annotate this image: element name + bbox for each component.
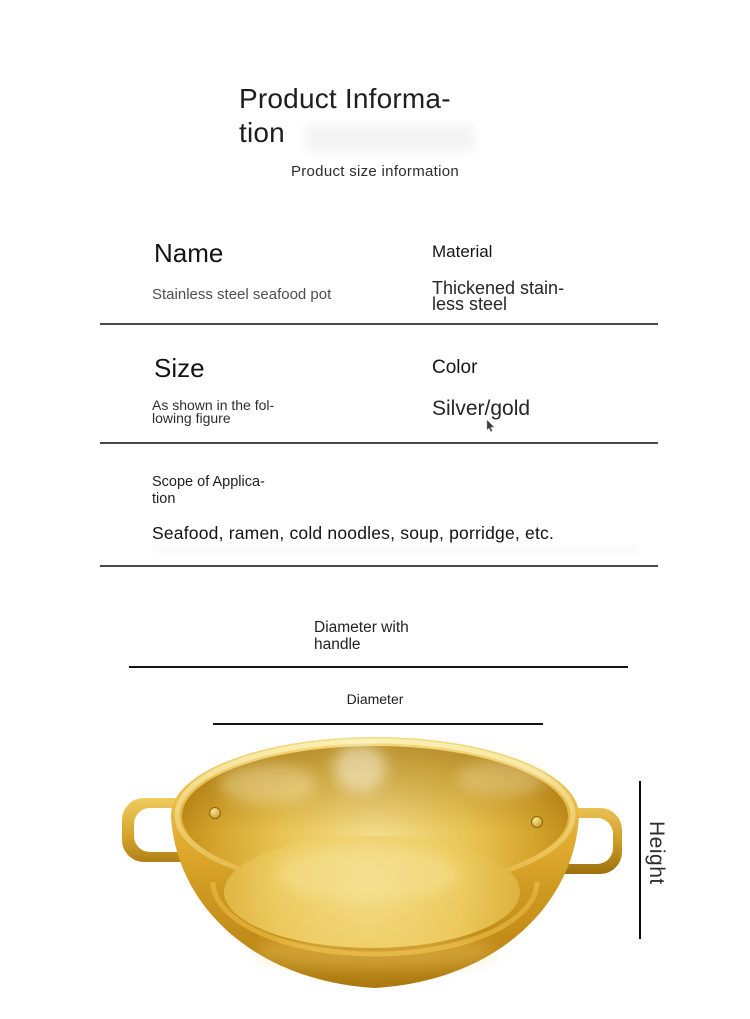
watermark-artifact bbox=[150, 546, 640, 553]
page-title-line2: tion bbox=[239, 117, 285, 148]
name-label: Name bbox=[154, 238, 224, 268]
row-divider bbox=[100, 323, 658, 325]
color-value: Silver/gold bbox=[432, 397, 531, 420]
row-divider bbox=[100, 565, 658, 567]
row-divider bbox=[100, 442, 658, 444]
scope-label: Scope of Applica- tion bbox=[152, 474, 265, 507]
color-label: Color bbox=[432, 357, 478, 378]
diameter-with-handle-line bbox=[129, 666, 628, 668]
name-value: Stainless steel seafood pot bbox=[152, 286, 332, 303]
diameter-with-handle-label: Diameter with handle bbox=[314, 619, 409, 653]
page-title-line1: Product Informa- bbox=[239, 83, 451, 114]
height-line bbox=[639, 781, 641, 939]
height-label: Height bbox=[645, 821, 668, 885]
diameter-label: Diameter bbox=[346, 691, 404, 707]
scope-value: Seafood, ramen, cold noodles, soup, porridge, etc. bbox=[152, 523, 555, 543]
page-subtitle: Product size information bbox=[290, 163, 460, 180]
size-label: Size bbox=[154, 353, 205, 383]
material-value: Thickened stain- less steel bbox=[432, 278, 565, 314]
watermark-artifact bbox=[305, 124, 475, 152]
size-value: As shown in the fol- lowing figure bbox=[152, 397, 275, 426]
mouse-cursor-icon bbox=[486, 419, 495, 431]
material-label: Material bbox=[432, 242, 493, 261]
product-pot-image bbox=[110, 722, 640, 1012]
